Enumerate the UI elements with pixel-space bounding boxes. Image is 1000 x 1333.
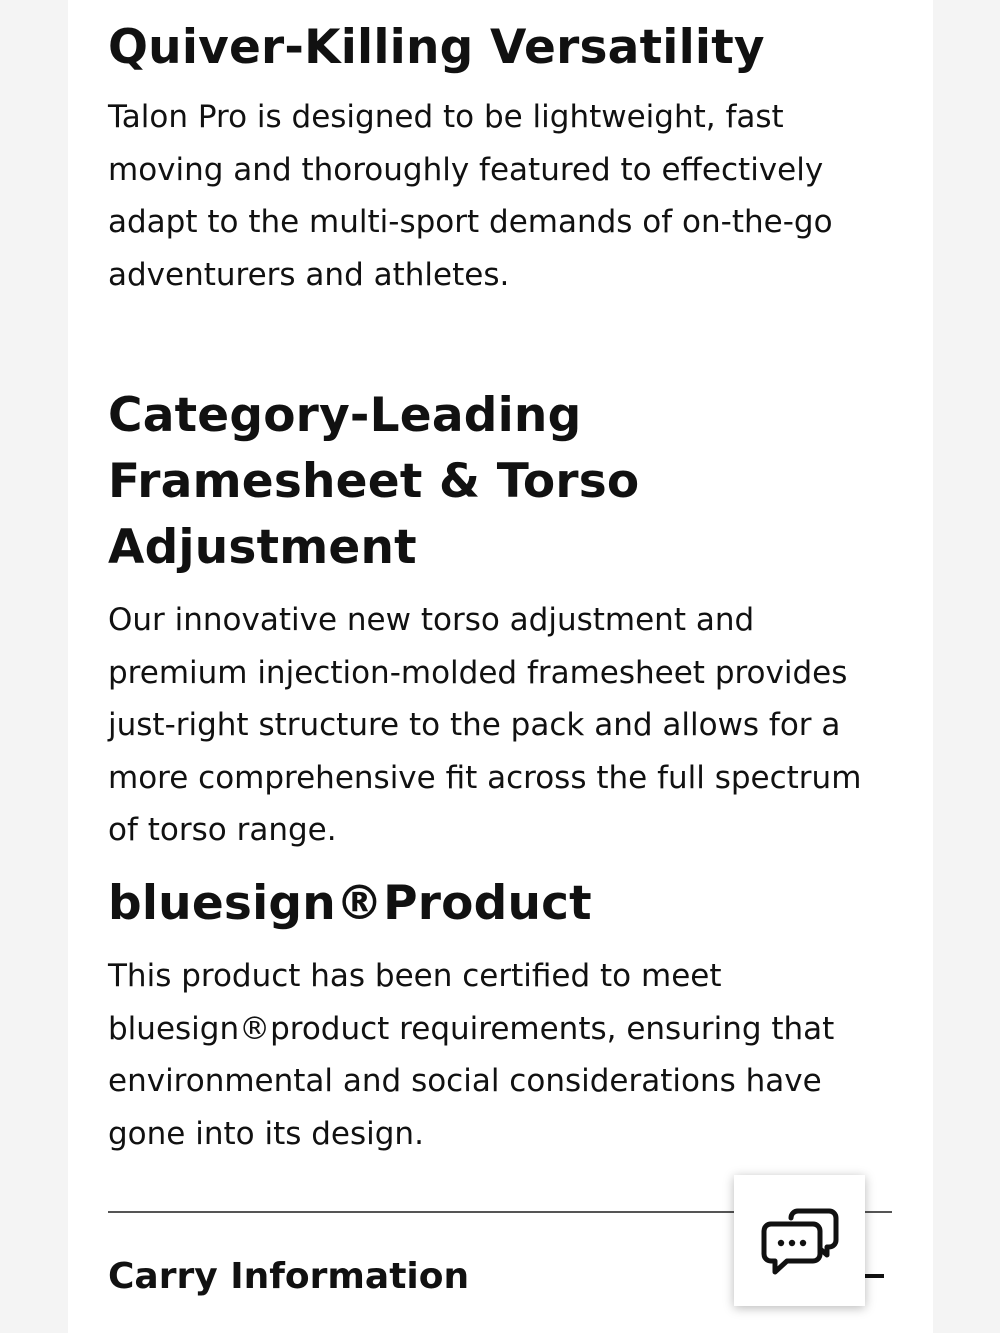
- feature-body: Our innovative new torso adjustment and premium injection-molded framesheet provides just-right structure to the pack and allows for a more comprehensive fit across the full spectrum of torso range.: [108, 602, 862, 848]
- accordion-title: Carry Information: [108, 1256, 470, 1297]
- feature-versatility: [108, 15, 898, 301]
- feature-body: This product has been certified to meet bluesign®product requirements, ensuring that environmental and social considerations have gone into its design.: [108, 958, 835, 1152]
- feature-heading: Quiver-Killing Versatility: [108, 20, 765, 75]
- feature-body: Talon Pro is designed to be lightweight, fast moving and thoroughly featured to effectively adapt to the multi-sport demands of on-the-go adventurers and athletes.: [108, 99, 833, 293]
- feature-bluesign: [108, 871, 898, 1160]
- feature-framesheet: [108, 383, 898, 857]
- chat-bubbles-icon: [757, 1198, 843, 1284]
- feature-heading: bluesign®Product: [108, 876, 592, 931]
- chat-button[interactable]: [734, 1175, 865, 1306]
- minus-icon[interactable]: [862, 1274, 884, 1278]
- product-details-panel: [68, 0, 933, 1333]
- feature-heading: Category-Leading Framesheet & Torso Adjustment: [108, 388, 640, 575]
